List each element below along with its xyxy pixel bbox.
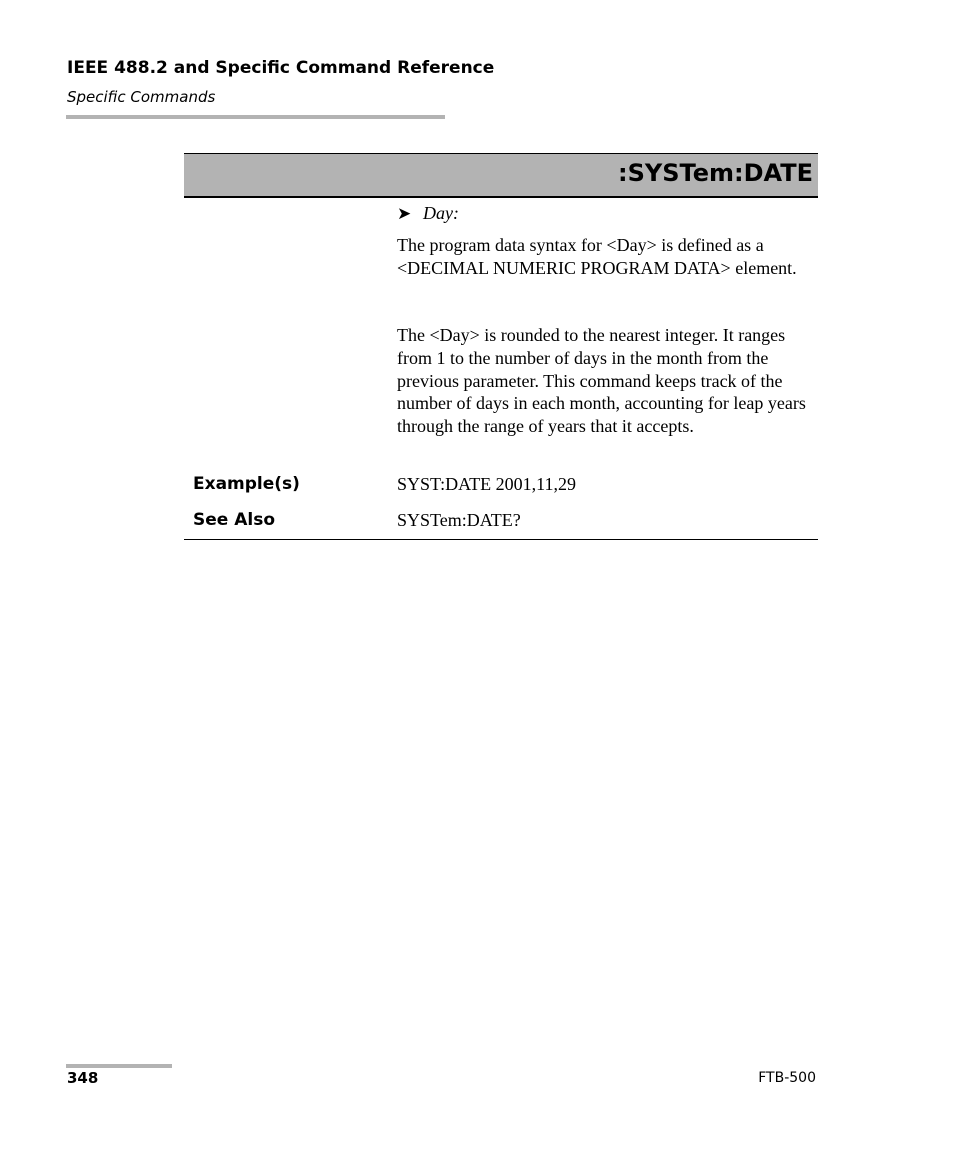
command-title: :SYSTem:DATE: [617, 159, 813, 187]
arrow-bullet-icon: ➤: [397, 204, 412, 223]
running-header-subtitle: Specific Commands: [67, 88, 216, 106]
running-header-title: IEEE 488.2 and Specific Command Reference: [67, 58, 495, 78]
examples-label: Example(s): [193, 474, 300, 494]
examples-value: SYST:DATE 2001,11,29: [397, 474, 576, 494]
command-title-bar: [184, 153, 818, 198]
parameter-label: Day:: [423, 203, 459, 223]
see-also-value: SYSTem:DATE?: [397, 510, 521, 530]
header-divider: [66, 115, 445, 119]
table-bottom-rule: [184, 539, 818, 540]
see-also-label: See Also: [193, 510, 276, 530]
footer-divider: [66, 1064, 172, 1068]
page-number: 348: [67, 1069, 99, 1087]
parameter-description-range: The <Day> is rounded to the nearest integer. It ranges from 1 to the number of days in the month from the previous parameter. This command keeps track of the number of days in each month, accounting for leap years through the range of years that it accepts.: [397, 325, 806, 437]
parameter-description-syntax: The program data syntax for <Day> is defined as a <DECIMAL NUMERIC PROGRAM DATA> element.: [397, 235, 797, 278]
parameter-item: [397, 203, 459, 224]
product-name: FTB-500: [758, 1070, 816, 1086]
